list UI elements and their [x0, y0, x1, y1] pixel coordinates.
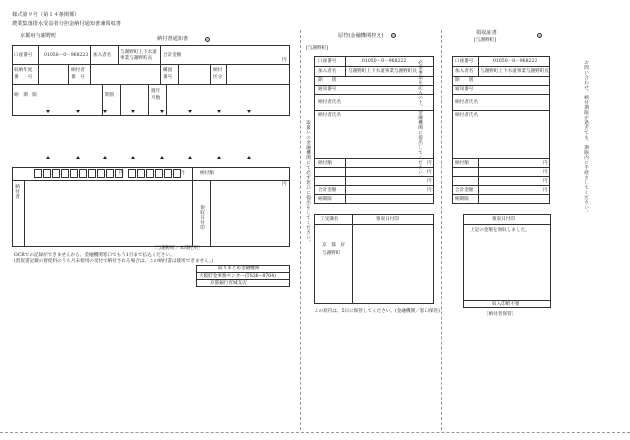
payer-name-label: 納付者氏名 — [318, 100, 341, 105]
right-title: 領収証書 — [476, 30, 497, 36]
yen-unit: 円 — [180, 171, 185, 176]
yen-unit: 円 — [427, 188, 432, 193]
payee-line2: 事業与謝野町長 — [120, 56, 153, 61]
cut-marker-icon — [247, 110, 251, 113]
middle-footer-note: この原符は、5日に保管してください。(金融機関／窓口保管) — [314, 309, 440, 314]
yen-unit: 円 — [282, 182, 287, 187]
stamp-unnecessary: 収入印紙不要 — [492, 302, 520, 307]
issuer-name: 京都府与謝野町 — [20, 33, 57, 39]
due-label: 納期限 — [318, 197, 332, 202]
months-label-b: 月数 — [151, 96, 161, 101]
middle-side-note-2: 必要事項を記入の上、金融機関に提出してください。 — [417, 60, 423, 180]
cut-marker-icon — [160, 110, 164, 113]
stamp-label: 領収日付印 — [492, 217, 515, 222]
total-label: 合計金額 — [318, 188, 337, 193]
seal-mark-icon: 印 — [392, 34, 396, 38]
middle-issuer: [与謝野町] — [306, 46, 328, 51]
cut-marker-icon — [188, 110, 192, 113]
right-issuer: [与謝野町] — [474, 38, 496, 43]
account-number: 01050－0－968222 — [362, 59, 407, 64]
yen-unit: 円 — [543, 161, 548, 166]
cut-marker-icon — [160, 156, 164, 159]
seal-mark-icon: 印 — [206, 38, 210, 42]
receipt-stub — [12, 167, 290, 247]
payer-number-label-b: 番 号 — [71, 75, 85, 80]
yen-unit: 円 — [427, 179, 432, 184]
payment-type-label-b: 区分 — [213, 75, 223, 80]
cut-marker-icon — [188, 156, 192, 159]
stamp-label: 領収日付印 — [199, 205, 205, 230]
middle-side-note: 取扱いの金融機関にて必ず窓口に提出をしてください。 — [305, 120, 311, 245]
account-number: 01050－0－968223 — [44, 53, 89, 58]
notice-number-label: 通知番号 — [455, 87, 474, 92]
payer-name-label-2: 納付者氏名 — [455, 113, 478, 118]
copy-note: ［与謝野町／本部控用］ — [152, 246, 203, 251]
bank-name-1: 京 都 府 — [322, 243, 345, 248]
bank-name-2: 与謝野町 — [322, 251, 341, 256]
months-label-a: 週年 — [151, 89, 161, 94]
payee-name: 与謝野町上下水道事業与謝野町長 — [348, 69, 417, 74]
total-label: 合計金額 — [455, 188, 474, 193]
yen-unit: 円 — [282, 58, 287, 63]
payer-label: 納付者 — [14, 184, 20, 199]
seal-mark-icon: 印 — [538, 34, 542, 38]
cut-marker-icon — [76, 156, 80, 159]
payee-label: 加入者名 — [455, 69, 474, 74]
cut-marker-icon — [103, 110, 107, 113]
bank-label: 工受講名 — [320, 217, 339, 222]
yen-unit: 円 — [427, 161, 432, 166]
yen-unit: 円 — [543, 170, 548, 175]
number-label: 番 号 — [14, 75, 33, 80]
yen-unit: 円 — [427, 170, 432, 175]
fiscal-year-label: 収納年度 — [14, 68, 33, 73]
cut-marker-icon — [247, 156, 251, 159]
period-label: 期 別 — [455, 78, 474, 83]
due-date-label: 納 期 限 — [14, 93, 37, 98]
ocr-note: OCRでの記録ができませんから、金融機関窓口でもう1月まで払込ください。 — [14, 253, 175, 258]
bank-name-2: 京都銀行宮城支店 — [210, 281, 247, 286]
bank-name-1: 大阪貯金事務センター(TS36−8704) — [199, 274, 276, 279]
payment-type-label-a: 納付 — [213, 68, 223, 73]
cut-marker-icon — [131, 110, 135, 113]
period-label: 期別 — [105, 93, 115, 98]
account-label: 口座番号 — [318, 59, 337, 64]
right-side-note: お問い合わせ、納付期限が過ぎても、期限内に手続きしてください。 — [583, 60, 589, 215]
amount-label: 納付額 — [200, 171, 214, 176]
cut-marker-icon — [46, 156, 50, 159]
notice-number-label: 通知番号 — [318, 87, 337, 92]
yen-unit: 円 — [543, 188, 548, 193]
code-label-b: 番号 — [163, 75, 173, 80]
account-label: 口座番号 — [455, 59, 474, 64]
form-number: 様式第９号（第１４条関係） — [12, 12, 80, 18]
payer-name-label: 納付者氏名 — [455, 100, 478, 105]
payer-number-label-a: 納付者 — [71, 68, 85, 73]
slip-title: 納付書通知書 — [157, 36, 189, 42]
payee-line1: 与謝野町上下水道 — [120, 50, 157, 55]
cut-marker-icon — [46, 110, 50, 113]
total-amount-label: 合計金額 — [163, 53, 182, 58]
document-title: 農業集落排水受益者分担金納付通知書兼領収書 — [12, 21, 121, 27]
code-label-a: 構図 — [163, 68, 173, 73]
payee-label: 加入者名 — [93, 53, 112, 58]
account-label: 口座番号 — [14, 53, 33, 58]
amount-label: 納付額 — [318, 161, 332, 166]
cut-marker-icon — [217, 110, 221, 113]
right-footer: ［納付者保管］ — [484, 312, 517, 317]
stamp-label: 領収日付印 — [376, 217, 399, 222]
middle-stamp-box — [314, 214, 434, 304]
yen-unit: 円 — [119, 171, 124, 176]
bank-title: 取りまとめ金融機関 — [218, 266, 260, 271]
cut-marker-icon — [103, 156, 107, 159]
due-label: 納期限 — [455, 197, 469, 202]
cut-marker-icon — [76, 110, 80, 113]
account-number: 01050－0－968222 — [493, 59, 538, 64]
cut-marker-icon — [217, 156, 221, 159]
usage-note: (督促書記載の督促料のうち月末使用の受付で納付される場合は、この納付書は使用できません。) — [14, 259, 214, 264]
received-text: 上記の金額を領収しました。 — [470, 228, 530, 233]
payee-name: 与謝野町上下水道事業与謝野町長 — [480, 69, 549, 74]
middle-title: 原符(金融機関控え) — [338, 33, 384, 39]
yen-unit: 円 — [543, 179, 548, 184]
payee-label: 加入者名 — [318, 69, 337, 74]
payer-name-label-2: 納付者氏名 — [318, 113, 341, 118]
cut-marker-icon — [131, 156, 135, 159]
period-label: 期 別 — [318, 78, 337, 83]
amount-label: 納付額 — [455, 161, 469, 166]
